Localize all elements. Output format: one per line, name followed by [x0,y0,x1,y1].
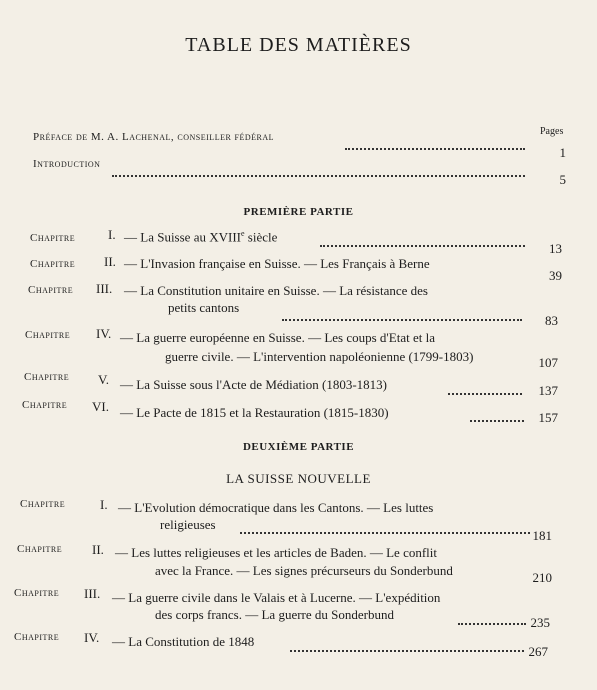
chapter-number: I. [100,497,108,512]
page-number: 210 [532,570,552,585]
pages-column-label: Pages [540,126,564,137]
chapter-label: Chapitre [28,284,74,296]
page-number: 137 [538,383,558,398]
chapter-title-cont: guerre civile. — L'intervention napoléonienne (1799-1803) [165,349,474,364]
page-number: 235 [530,615,550,630]
page-number: 181 [532,528,552,543]
part-title: PREMIÈRE PARTIE [243,206,354,218]
leader-dots [282,319,522,321]
chapter-title: — La Suisse sous l'Acte de Médiation (1803-1813) [120,377,387,392]
chapter-title: — La Suisse au XVIIIe siècle [124,229,278,245]
chapter-label: Chapitre [24,371,70,383]
chapter-title-cont: petits cantons [168,300,240,315]
chapter-number: III. [96,281,113,296]
leader-dots [345,148,525,150]
chapter-number: II. [104,254,116,269]
chapter-title: — L'Invasion française en Suisse. — Les Français à Berne [124,256,430,271]
page-number: 157 [538,410,558,425]
chapter-number: V. [98,372,109,387]
toc-entry-preface: Préface de M. A. Lachenal, conseiller fédéral [33,131,275,143]
page-number: 5 [559,172,566,187]
leader-dots [320,245,525,247]
page-number: 13 [549,241,562,256]
chapter-title: — La guerre civile dans le Valais et à Lucerne. — L'expédition [112,590,441,605]
chapter-title: — La Constitution de 1848 [112,634,255,649]
part-subtitle: LA SUISSE NOUVELLE [226,471,371,486]
chapter-title: — La Constitution unitaire en Suisse. — La résistance des [124,283,428,298]
chapter-title: — Les luttes religieuses et les articles de Baden. — Le conflit [115,545,438,560]
chapter-number: IV. [84,630,100,645]
part-title: DEUXIÈME PARTIE [242,441,355,453]
toc-entry-introduction: Introduction [33,158,101,170]
chapter-label: Chapitre [30,258,76,270]
page-number: 39 [549,268,562,283]
chapter-title-cont: religieuses [160,517,216,532]
chapter-number: I. [108,227,116,242]
page-number: 83 [545,313,558,328]
chapter-title: — La guerre européenne en Suisse. — Les coups d'Etat et la [120,330,435,345]
chapter-number: III. [84,586,101,601]
chapter-label: Chapitre [25,329,71,341]
page-number: 107 [538,355,558,370]
page-number: 1 [559,145,566,160]
chapter-number: VI. [92,399,109,414]
chapter-title-cont: avec la France. — Les signes précurseurs du Sonderbund [155,563,453,578]
leader-dots [290,650,524,652]
chapter-title: — Le Pacte de 1815 et la Restauration (1815-1830) [120,405,389,420]
page-number: 267 [528,644,548,659]
chapter-label: Chapitre [20,498,66,510]
leader-dots [470,420,524,422]
chapter-title-cont: des corps francs. — La guerre du Sonderbund [155,607,394,622]
page-title: TABLE DES MATIÈRES [185,34,412,56]
leader-dots [112,175,525,177]
chapter-label: Chapitre [17,543,63,555]
leader-dots [240,532,530,534]
chapter-label: Chapitre [14,587,60,599]
chapter-label: Chapitre [14,631,60,643]
chapter-number: II. [92,542,104,557]
chapter-label: Chapitre [30,232,76,244]
chapter-title: — L'Evolution démocratique dans les Cantons. — Les luttes [118,500,434,515]
chapter-number: IV. [96,326,112,341]
leader-dots [448,393,522,395]
chapter-label: Chapitre [22,399,68,411]
